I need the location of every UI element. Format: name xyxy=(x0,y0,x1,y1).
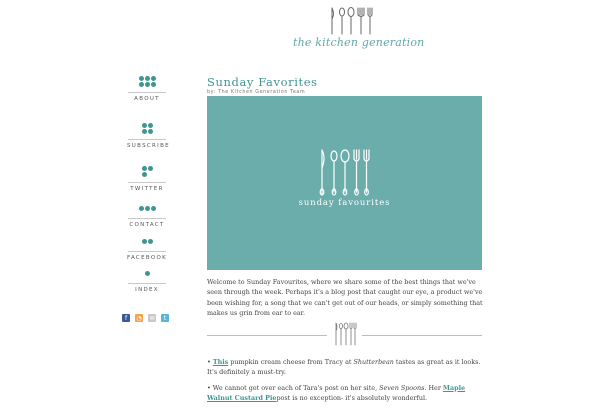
nav-label: CONTACT xyxy=(129,222,165,228)
cutlery-icon xyxy=(327,6,373,36)
maple-walnut-custard-pie-link[interactable]: Maple Walnut Custard Pie xyxy=(207,383,466,402)
cutlery-divider xyxy=(207,322,482,346)
cutlery-icon xyxy=(333,322,357,346)
twitter-icon[interactable]: t xyxy=(161,314,169,322)
dots-icon xyxy=(127,123,167,137)
favorites-list xyxy=(207,357,485,408)
nav-label: TWITTER xyxy=(130,186,164,192)
dots-icon xyxy=(127,166,167,180)
email-icon[interactable]: ✉ xyxy=(149,314,155,322)
dots-icon xyxy=(127,76,167,90)
nav-label: INDEX xyxy=(135,287,159,293)
nav-item-twitter[interactable] xyxy=(127,166,167,192)
nav-item-facebook[interactable] xyxy=(127,239,167,261)
post-byline: by: The Kitchen Generation Team xyxy=(207,90,306,95)
facebook-icon[interactable]: f xyxy=(122,314,130,322)
nav-item-about[interactable] xyxy=(127,76,167,102)
this-link[interactable]: This xyxy=(212,358,229,366)
nav-label: ABOUT xyxy=(134,96,160,102)
dots-icon xyxy=(127,206,167,216)
post-intro: Welcome to Sunday Favourites, where we share some of the best things that we've seen through the week. Perhaps it's a blog post that caught our eye, a product we've been wishing for, a song that we can't get out of our heads, or simply something that makes us grin from ear to ear. xyxy=(207,278,483,317)
nav-item-index[interactable] xyxy=(127,271,167,293)
cutlery-icon xyxy=(316,148,373,198)
list-item: • This pumpkin cream cheese from Tracy at Shutterbean tastes as great as it looks. It's definitely a must-try. xyxy=(207,358,481,377)
nav-item-contact[interactable] xyxy=(127,206,167,228)
post-title[interactable]: Sunday Favorites xyxy=(207,75,318,89)
hero-title: sunday favourites xyxy=(298,198,391,208)
dots-icon xyxy=(127,271,167,281)
rss-icon[interactable]: ◔ xyxy=(136,314,142,322)
social-links xyxy=(122,314,169,322)
nav-label: SUBSCRIBE xyxy=(127,143,170,149)
list-item: • We cannot get over each of Tara's post on her site, Seven Spoons. Her Maple Walnut Custard Piepost is no exception- it's absolutely wonderful. xyxy=(207,383,466,402)
hero-image xyxy=(207,96,482,270)
nav-label: FACEBOOK xyxy=(127,255,167,261)
logo-text: the kitchen generation xyxy=(293,36,425,49)
nav-item-subscribe[interactable] xyxy=(127,123,170,149)
dots-icon xyxy=(127,239,167,249)
site-logo[interactable] xyxy=(293,6,425,52)
